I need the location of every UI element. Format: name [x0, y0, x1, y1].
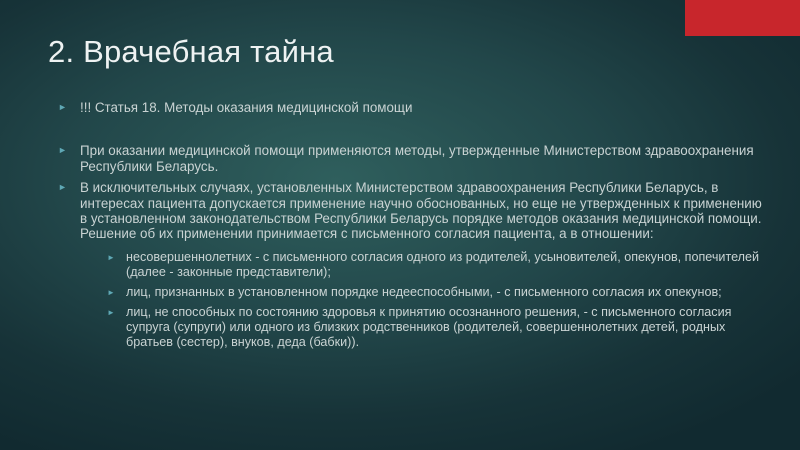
- bullet-text: При оказании медицинской помощи применяются методы, утвержденные Министерством здравоохранения Республики Беларусь.: [80, 143, 754, 174]
- sub-bullet-text: лиц, не способных по состоянию здоровья к принятию осознанного решения, - с письменного согласия супруга (супруги) или одного из близких родственников (родителей, совершеннолетних детей, родных братьев (сестер), внуков, деда (бабки)).: [126, 304, 732, 349]
- bullet-arrow-icon: ►: [58, 145, 67, 156]
- sub-bullet-arrow-icon: ►: [107, 287, 115, 297]
- slide-content: [58, 100, 770, 355]
- bullet-text: !!! Статья 18. Методы оказания медицинской помощи: [80, 100, 413, 115]
- accent-bar: [685, 0, 800, 36]
- bullet-item: [58, 180, 770, 242]
- slide-title: 2. Врачебная тайна: [48, 34, 334, 69]
- bullet-text: В исключительных случаях, установленных Министерством здравоохранения Республики Беларусь, в интересах пациента допускается применение научно обоснованных, но еще не утвержденных к применению в установленном законодательством Республики Беларусь порядке методов оказания медицинской помощи. Решение об их применении принимается с письменного согласия пациента, а в отношении:: [80, 180, 762, 242]
- sub-bullet-text: несовершеннолетних - с письменного согласия одного из родителей, усыновителей, опекунов, попечителей (далее - законные представители);: [126, 249, 760, 279]
- sub-bullet-text: лиц, признанных в установленном порядке недееспособными, - с письменного согласия их опекунов;: [126, 284, 722, 299]
- sub-bullet-item: [107, 284, 770, 300]
- sub-bullet-list: [107, 249, 770, 350]
- bullet-item: [58, 143, 770, 174]
- sub-bullet-arrow-icon: ►: [107, 252, 115, 262]
- bullet-item: [58, 100, 770, 115]
- bullet-arrow-icon: ►: [58, 102, 67, 112]
- bullet-arrow-icon: ►: [58, 182, 67, 193]
- sub-bullet-item: [107, 249, 770, 280]
- sub-bullet-item: [107, 304, 770, 350]
- sub-bullet-arrow-icon: ►: [107, 307, 115, 317]
